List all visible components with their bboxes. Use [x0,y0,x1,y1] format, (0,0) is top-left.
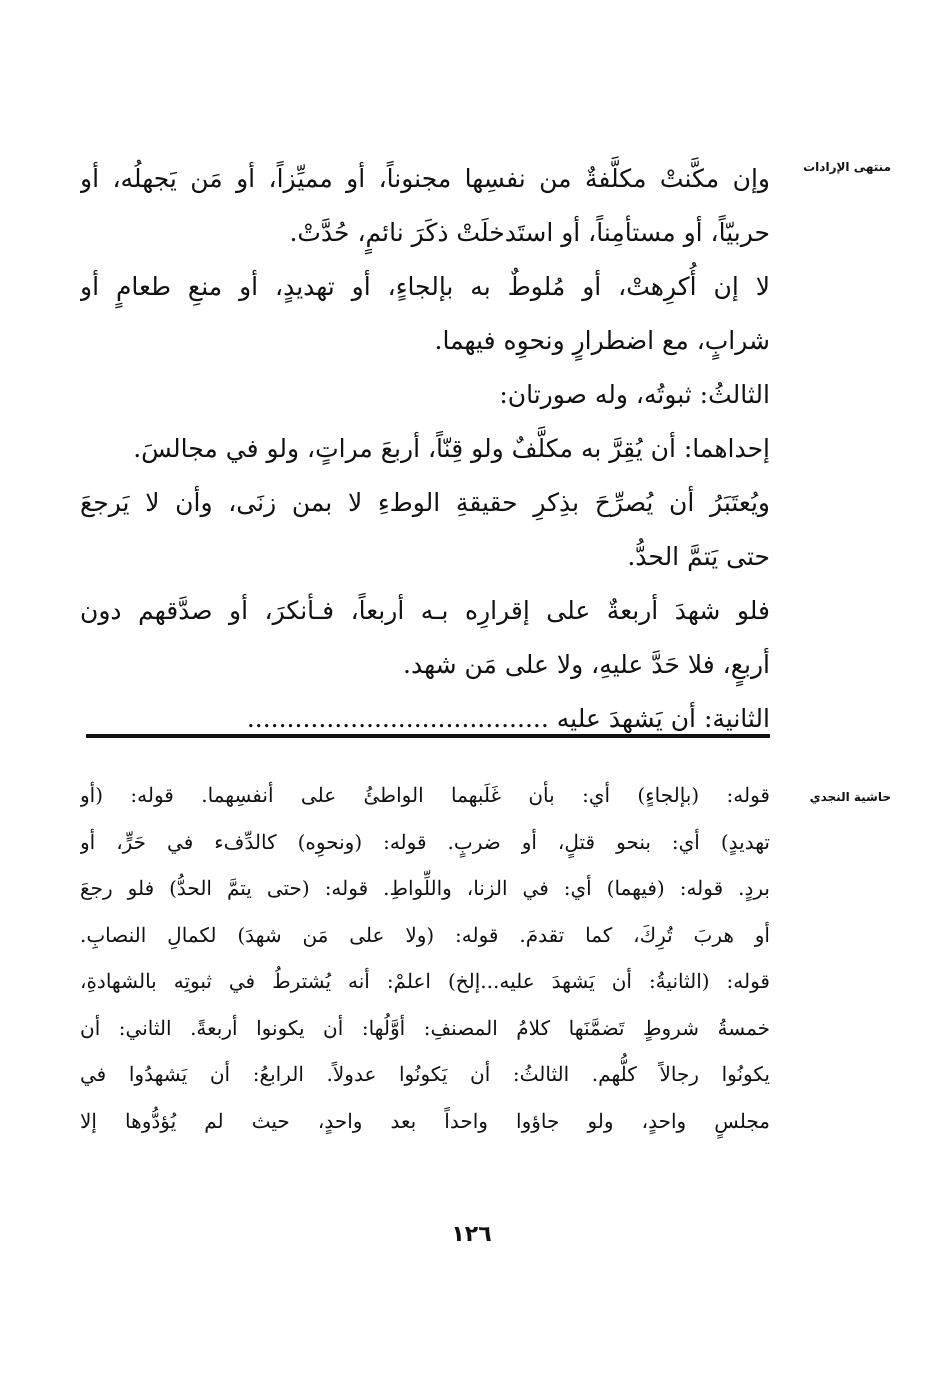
main-text-last-words: الثانية: أن يَشهدَ عليه [556,704,770,733]
main-text [80,152,770,746]
main-text-line: ويُعتَبَرُ أن يُصرِّحَ بذِكرِ حقيقةِ الوطءِ لا بمن زنَى، وأن لا يَرجعَ [80,488,770,517]
main-text-line: فلو شهدَ أربعةٌ على إقرارِه بـه أربعاً، فـأنكرَ، أو صدَّقهم دون [80,596,770,625]
footnote-separator [86,734,770,738]
footnote-line: قوله: (الثانيةُ: أن يَشهدَ عليه...إلخ) اعلمْ: أنه يُشترطُ في ثبوتِه بالشهادةِ، [80,969,770,993]
main-text-line: شرابٍ، مع اضطرارٍ ونحوِه فيهما. [434,326,770,355]
footnote-line: يكونُوا رجالاً كلُّهم. الثالثُ: أن يَكونُوا عدولاً. الرابعُ: أن يَشهدُوا في [80,1062,770,1086]
footnote-line: قوله: (بإلجاءٍ) أي: بأن غَلَبهما الواطئُ على أنفسِهما. قوله: (أو [80,783,770,807]
margin-label-main: منتهى الإرادات [803,160,891,174]
continuation-dots: ...................................... [246,704,549,733]
main-text-line: أربعٍ، فلا حَدَّ عليهِ، ولا على مَن شهد. [403,650,770,679]
footnote-line: أو هربَ تُرِكَ، كما تقدمَ. قوله: (ولا على مَن شهدَ) لكمالِ النصابِ. [80,922,770,947]
main-text-line: حتى يَتمَّ الحدُّ. [627,542,770,571]
footnote-line: بردٍ. قوله: (فيهما) أي: في الزنا، واللِّواطِ. قوله: (حتى يتمَّ الحدُّ) فلو رجعَ [80,876,770,900]
footnote-text [80,772,770,1144]
footnote-line: خمسةُ شروطٍ تَضمَّنَها كلامُ المصنفِ: أوَّلُها: أن يكونوا أربعةً. الثاني: أن [80,1015,770,1040]
main-text-line: وإن مكَّنتْ مكلَّفةٌ من نفسِها مجنوناً، أو مميِّزاً، أو مَن يَجهلُه، أو [80,164,770,193]
main-text-line: حربيّاً، أو مستأمِناً، أو استَدخلَتْ ذكَرَ نائمٍ، حُدَّتْ. [289,218,770,247]
page-number: ١٢٦ [451,1222,492,1247]
footnote-line: مجلسٍ واحدٍ، ولو جاؤوا واحداً بعد واحدٍ، حيث لم يُؤدُّوها إلا [80,1108,770,1133]
main-text-line: الثالثُ: ثبوتُه، وله صورتان: [499,380,770,409]
footnote-line: تهديدٍ) أي: بنحو قتلٍ، أو ضربٍ. قوله: (ونحوِه) كالدِّفء في حَرٍّ، أو [80,829,770,854]
main-text-line: لا إن أُكرِهتْ، أو مُلوطٌ به بإلجاءٍ، أو تهديدٍ، أو منعِ طعامٍ أو [80,272,770,301]
margin-label-footnote: حاشية النجدي [809,790,891,804]
main-text-line: إحداهما: أن يُقِرَّ به مكلَّفٌ ولو قِنّاً، أربعَ مراتٍ، ولو في مجالسَ. [133,434,770,463]
